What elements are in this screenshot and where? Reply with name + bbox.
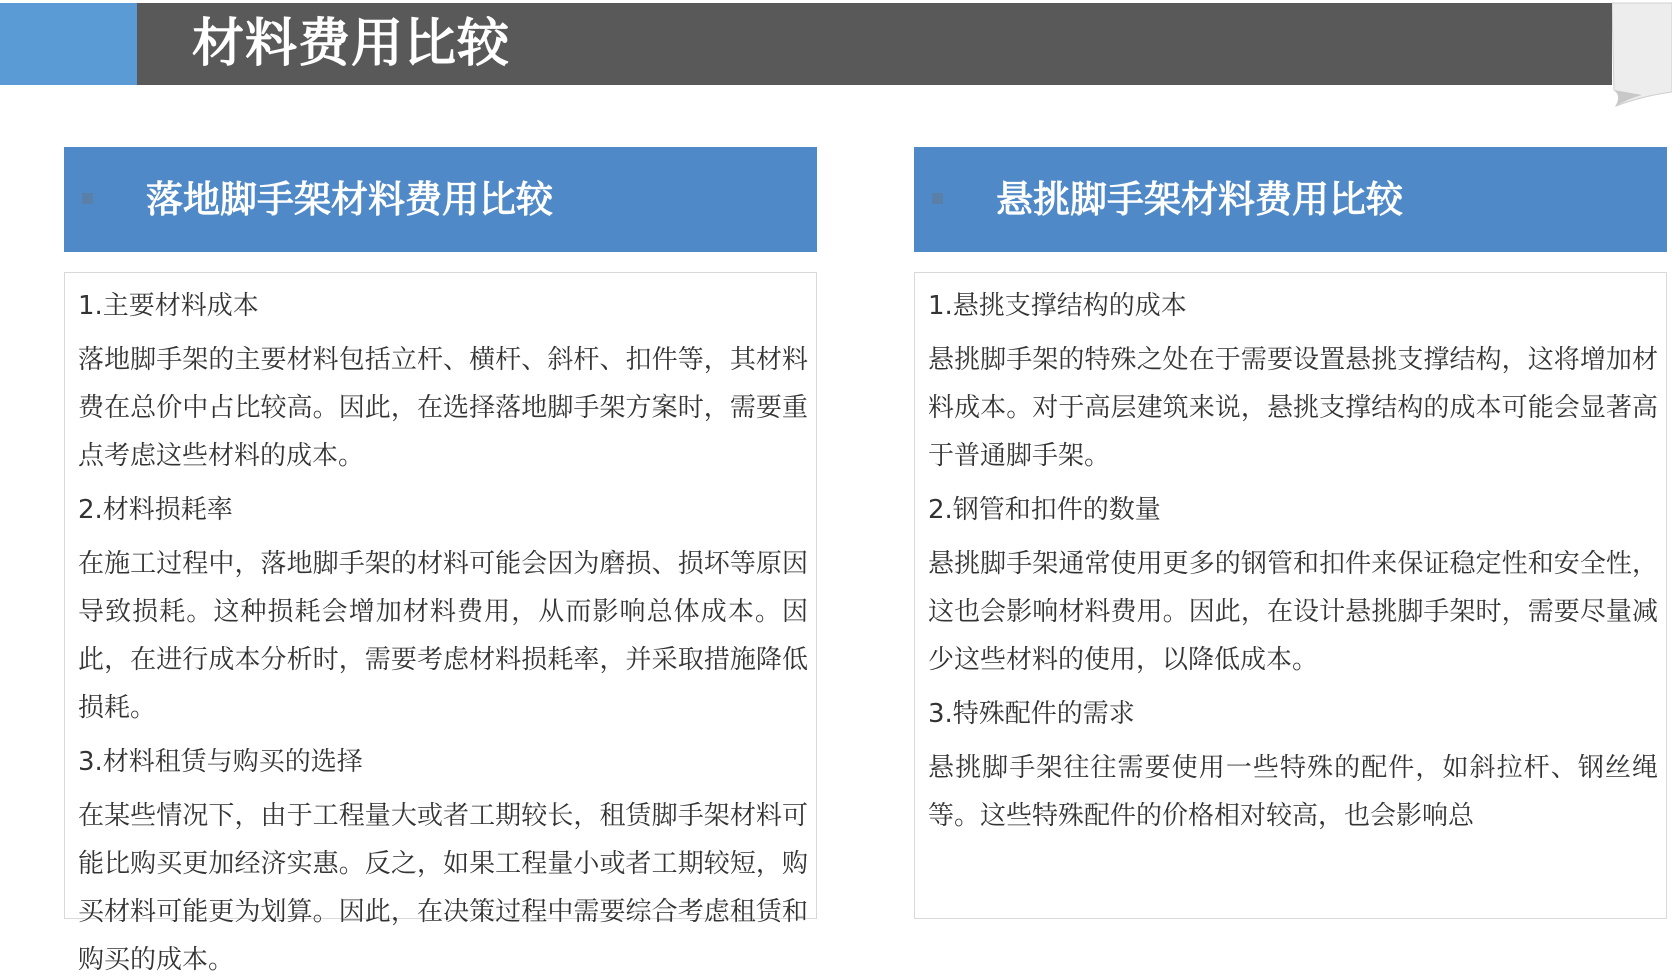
section-heading: 2.材料损耗率 — [78, 495, 233, 525]
section-heading: 1.悬挑支撑结构的成本 — [928, 291, 1187, 321]
section-body: 悬挑脚手架的特殊之处在于需要设置悬挑支撑结构，这将增加材料成本。对于高层建筑来说，悬挑支撑结构的成本可能会显著高于普通脚手架。 — [928, 345, 1658, 471]
square-bullet-icon — [932, 193, 943, 204]
section-heading: 3.材料租赁与购买的选择 — [78, 747, 363, 777]
right-panel-header — [914, 147, 1667, 252]
slide-title: 材料费用比较 — [192, 14, 511, 74]
section-heading: 2.钢管和扣件的数量 — [928, 495, 1161, 525]
section-body: 在施工过程中，落地脚手架的材料可能会因为磨损、损坏等原因导致损耗。这种损耗会增加材料费用，从而影响总体成本。因此，在进行成本分析时，需要考虑材料损耗率，并采取措施降低损耗。 — [78, 549, 808, 723]
section-body: 悬挑脚手架往往需要使用一些特殊的配件，如斜拉杆、钢丝绳等。这些特殊配件的价格相对较高，也会影响总 — [928, 753, 1658, 831]
section-heading: 3.特殊配件的需求 — [928, 699, 1135, 729]
section-heading: 1.主要材料成本 — [78, 291, 259, 321]
page-curl-decoration — [1612, 0, 1672, 110]
section-body: 在某些情况下，由于工程量大或者工期较长，租赁脚手架材料可能比购买更加经济实惠。反之，如果工程量小或者工期较短，购买材料可能更为划算。因此，在决策过程中需要综合考虑租赁和购买的成本。 — [78, 801, 808, 975]
section-body: 落地脚手架的主要材料包括立杆、横杆、斜杆、扣件等，其材料费在总价中占比较高。因此，在选择落地脚手架方案时，需要重点考虑这些材料的成本。 — [78, 345, 808, 471]
left-panel-title: 落地脚手架材料费用比较 — [146, 178, 553, 221]
right-panel-content — [928, 282, 1658, 846]
left-panel-content — [78, 282, 808, 980]
title-accent-block — [0, 3, 137, 85]
left-panel-header — [64, 147, 817, 252]
right-panel-title: 悬挑脚手架材料费用比较 — [996, 178, 1403, 221]
square-bullet-icon — [82, 193, 93, 204]
section-body: 悬挑脚手架通常使用更多的钢管和扣件来保证稳定性和安全性，这也会影响材料费用。因此，在设计悬挑脚手架时，需要尽量减少这些材料的使用，以降低成本。 — [928, 549, 1658, 675]
